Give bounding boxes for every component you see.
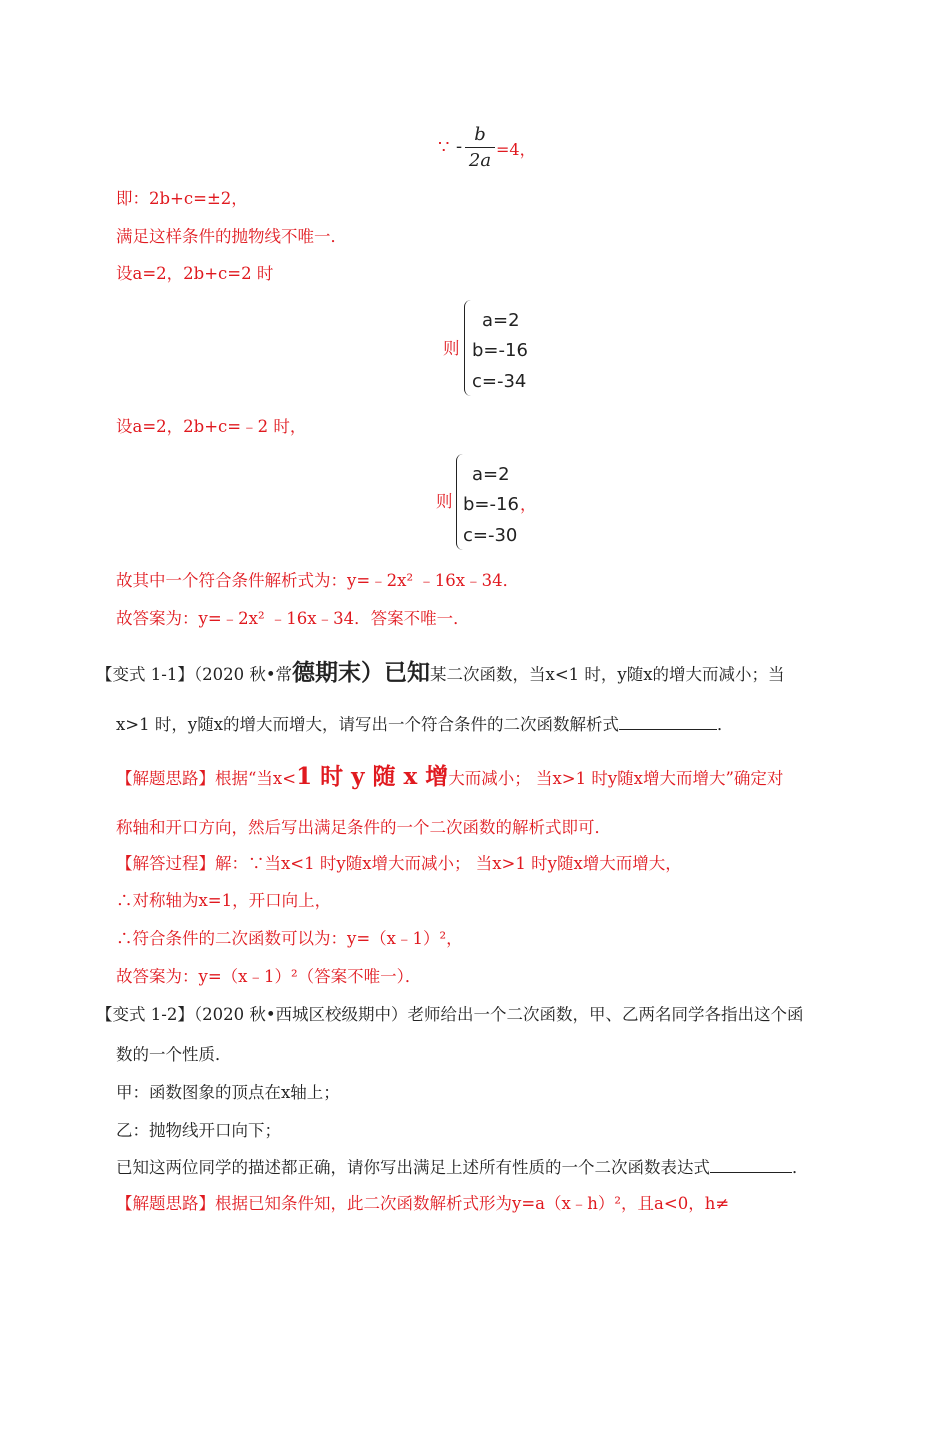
text-line-5: 故其中一个符合条件解析式为：y=﹣2x² ﹣16x﹣34． xyxy=(116,571,520,590)
text-line-3: 设a=2，2b+c=2 时 xyxy=(116,264,274,283)
fraction-result: =4， xyxy=(496,140,536,159)
process-label: 【解答过程】 xyxy=(116,854,215,873)
variant-1-2-line-1 xyxy=(96,1004,804,1026)
variant-1-2-text-e-end: ． xyxy=(792,1158,809,1177)
text-line-2: 满足这样条件的抛物线不唯一． xyxy=(116,227,347,246)
system-1-eq-a: a=2 xyxy=(482,310,520,331)
variant-1-1-text-b-end: ． xyxy=(717,715,734,734)
idea-text-big: 1 时 y 随 x 增 xyxy=(296,763,449,790)
variant-1-2-line-3: 甲：函数图象的顶点在x轴上； xyxy=(116,1083,340,1102)
answer-blank-1[interactable] xyxy=(619,713,717,730)
text-line-1: 即：2b+c=±2， xyxy=(116,189,248,208)
idea-text-2: 根据已知条件知，此二次函数解析式形为y=a（x﹣h）²，且a<0，h≠ xyxy=(215,1194,730,1213)
system-1-eq-b: b=-16 xyxy=(472,340,528,361)
minus-sign: - xyxy=(456,136,463,157)
variant-1-1-tag: 【变式 1-1】 xyxy=(96,665,194,684)
system-1-prefix: 则 xyxy=(443,339,460,358)
variant-1-2-line-2: 数的一个性质． xyxy=(116,1045,232,1064)
variant-1-1-line-1 xyxy=(96,659,785,686)
variant-1-2-line-4: 乙：抛物线开口向下； xyxy=(116,1121,281,1140)
fraction-bar xyxy=(465,147,495,148)
idea-text-a: 根据“当x< xyxy=(215,769,297,788)
fraction-numerator: b xyxy=(474,124,486,145)
text-line-4: 设a=2，2b+c=﹣2 时， xyxy=(116,417,307,436)
variant-1-1-line-2 xyxy=(116,713,734,736)
variant-1-1-text-a: 某二次函数，当x<1 时，y随x的增大而减小；当 xyxy=(430,665,785,684)
variant-1-2-text-a: （2020 秋•西城区校级期中）老师给出一个二次函数，甲、乙两名同学各指出这个函 xyxy=(193,1005,804,1024)
system-2-eq-a: a=2 xyxy=(472,464,510,485)
variant-1-2-line-5 xyxy=(116,1156,809,1179)
variant-1-1-process-line-3: ∴符合条件的二次函数可以为：y=（x﹣1）²， xyxy=(116,929,463,948)
variant-1-2-tag: 【变式 1-2】 xyxy=(96,1005,194,1024)
system-2-suffix: ， xyxy=(520,495,537,514)
answer-blank-2[interactable] xyxy=(710,1156,792,1173)
variant-1-1-process-line-1 xyxy=(116,853,682,875)
idea-label-2: 【解题思路】 xyxy=(116,1194,215,1213)
text-line-6: 故答案为：y=﹣2x² ﹣16x﹣34．答案不唯一． xyxy=(116,609,470,628)
variant-1-1-source: （2020 秋•常 xyxy=(193,665,293,684)
idea-text-b: 大而减小； 当x>1 时y随x增大而增大”确定对 xyxy=(448,769,784,788)
variant-1-1-idea-line-2: 称轴和开口方向，然后写出满足条件的一个二次函数的解析式即可． xyxy=(116,818,611,837)
system-2-eq-b: b=-16 xyxy=(463,494,519,515)
system-1-eq-c: c=-34 xyxy=(472,371,527,392)
process-text-a: 解：∵当x<1 时y随x增大而减小； 当x>1 时y随x增大而增大， xyxy=(215,854,682,873)
fraction-denominator: 2a xyxy=(468,150,492,171)
system-2-prefix: 则 xyxy=(436,492,453,511)
variant-1-1-process-line-2: ∴对称轴为x=1，开口向上， xyxy=(116,891,332,910)
variant-1-1-process-line-4: 故答案为：y=（x﹣1）²（答案不唯一）． xyxy=(116,967,422,986)
variant-1-2-text-e: 已知这两位同学的描述都正确，请你写出满足上述所有性质的一个二次函数表达式 xyxy=(116,1158,710,1177)
variant-1-2-idea-line xyxy=(116,1193,729,1215)
variant-1-1-idea-line-1 xyxy=(116,763,784,790)
system-2-eq-c: c=-30 xyxy=(463,525,518,546)
variant-1-1-text-b: x>1 时，y随x的增大而增大，请写出一个符合条件的二次函数解析式 xyxy=(116,715,620,734)
idea-label: 【解题思路】 xyxy=(116,769,215,788)
because-symbol: ∵ xyxy=(438,137,450,158)
variant-1-1-source-big: 德期末）已知 xyxy=(292,659,431,686)
